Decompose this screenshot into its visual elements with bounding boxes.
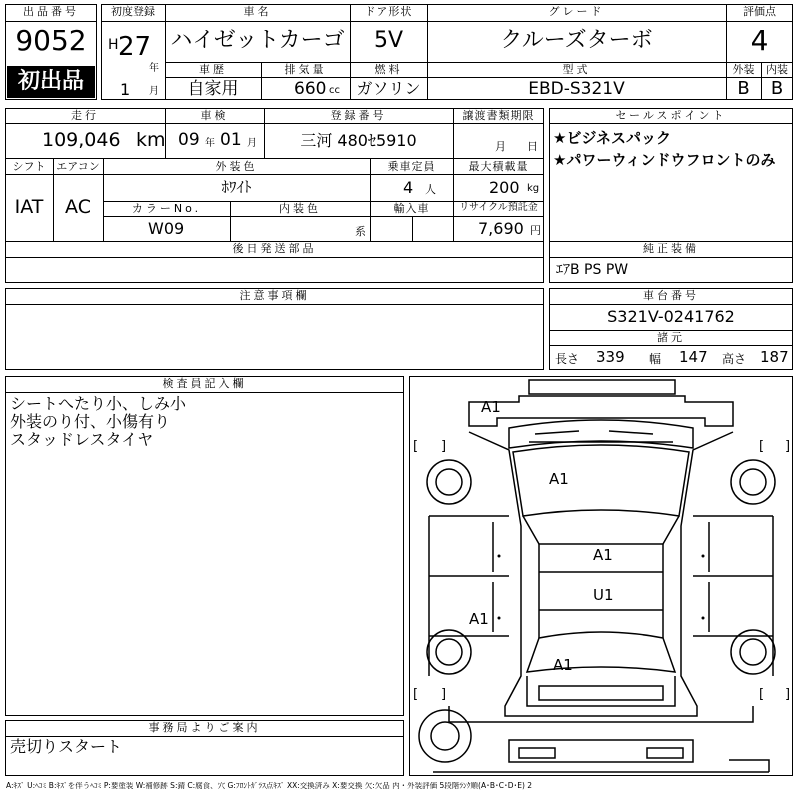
first-reg-year: 27 bbox=[118, 32, 152, 62]
car-name: ハイゼットカーゴ bbox=[170, 28, 345, 53]
dims-label: 諸元 bbox=[657, 331, 685, 344]
recycle-label: リサイクル預託金 bbox=[459, 202, 538, 213]
load-label: 最大積載量 bbox=[468, 160, 529, 173]
insp-month-unit: 月 bbox=[247, 138, 257, 149]
bracket: ] bbox=[785, 687, 791, 702]
color-no-label: カラーNo. bbox=[131, 202, 202, 215]
inspection-year: 09 bbox=[178, 130, 200, 150]
int-label: 内装 bbox=[766, 63, 788, 76]
first-reg-month: 1 bbox=[120, 80, 131, 99]
reg-no-label: 登録番号 bbox=[330, 109, 387, 122]
color-label: 外装色 bbox=[215, 160, 258, 173]
recycle-unit: 円 bbox=[530, 224, 541, 237]
color-number: W09 bbox=[148, 219, 185, 238]
damage-mark: A1 bbox=[549, 470, 569, 488]
lot-no-label: 出品番号 bbox=[23, 5, 79, 18]
transfer-day: 日 bbox=[527, 140, 538, 153]
bracket: [ bbox=[759, 687, 765, 702]
recycle-fee: 7,690 bbox=[478, 219, 524, 238]
model-code: EBD-S321V bbox=[528, 79, 625, 99]
office-label: 事務局よりご案内 bbox=[148, 721, 261, 734]
fuel-label: 燃料 bbox=[374, 63, 403, 76]
inspector-line-3: スタッドレスタイヤ bbox=[10, 430, 154, 449]
bracket: [ bbox=[413, 439, 419, 454]
bracket: ] bbox=[785, 439, 791, 454]
exterior-color: ﾎﾜｲﾄ bbox=[221, 178, 252, 196]
height: 187 bbox=[760, 348, 789, 366]
score-label: 評価点 bbox=[743, 5, 776, 18]
ac-label: エアコン bbox=[56, 160, 100, 173]
width: 147 bbox=[679, 348, 708, 366]
lot-number: 9052 bbox=[15, 24, 87, 57]
inspection-month: 01 bbox=[220, 130, 242, 150]
import-label: 輸入車 bbox=[393, 202, 430, 215]
score: 4 bbox=[750, 24, 769, 57]
damage-mark: A1 bbox=[469, 610, 489, 628]
shift-label: シフト bbox=[12, 160, 46, 173]
office-note: 売切りスタート bbox=[10, 737, 123, 756]
first-listing-badge: 初出品 bbox=[7, 66, 95, 98]
displacement-unit: cc bbox=[329, 85, 340, 96]
inspector-label: 検査員記入欄 bbox=[162, 377, 247, 390]
grade-label: グレード bbox=[548, 5, 605, 18]
parts-label: 後日発送部品 bbox=[232, 242, 317, 255]
chassis-label: 車台番号 bbox=[643, 289, 699, 302]
history-label: 車歴 bbox=[199, 63, 227, 76]
ext-label: 外装 bbox=[732, 63, 755, 76]
bracket: ] bbox=[441, 439, 447, 454]
length: 339 bbox=[596, 348, 625, 366]
insp-year-unit: 年 bbox=[205, 138, 215, 149]
registration-number: 三河 480ｾ5910 bbox=[300, 131, 417, 150]
interior-label: 内装色 bbox=[279, 202, 321, 215]
interior-unit: 系 bbox=[355, 225, 366, 238]
damage-mark: U1 bbox=[593, 586, 614, 604]
displacement-label: 排気量 bbox=[284, 63, 327, 76]
transfer-label: 譲渡書類期限 bbox=[462, 109, 535, 122]
max-load: 200 bbox=[489, 178, 520, 197]
door-type: 5V bbox=[373, 28, 404, 53]
inspection-label: 車検 bbox=[200, 109, 229, 122]
inspector-line-2: 外装のり付、小傷有り bbox=[10, 412, 171, 431]
length-label: 長さ bbox=[555, 352, 580, 366]
car-diagram bbox=[409, 376, 793, 776]
damage-mark: A1 bbox=[593, 546, 613, 564]
notes-label: 注意事項欄 bbox=[239, 289, 310, 302]
year-unit: 年 bbox=[149, 63, 159, 74]
displacement: 660 bbox=[294, 79, 327, 99]
transfer-month: 月 bbox=[495, 140, 506, 153]
legend: A:ｷｽﾞ U:ﾍｺﾐ B:ｷｽﾞを伴うﾍｺﾐ P:要塗装 W:補修跡 S:錆 C:腐食、穴 G:ﾌﾛﾝﾄｶﾞﾗｽ点ｷｽﾞ XX:交換済み X:要交換 欠:欠品 内・外装評価 5段階ﾗﾝｸ順(A･B･C･D･E) 2 bbox=[6, 782, 533, 790]
model-label: 型式 bbox=[562, 63, 591, 76]
shift: IAT bbox=[14, 196, 44, 218]
capacity: 4 bbox=[403, 178, 414, 197]
sales-label: セールスポイント bbox=[615, 109, 727, 122]
int-grade: B bbox=[770, 78, 784, 99]
bracket: ] bbox=[441, 687, 447, 702]
bracket: [ bbox=[759, 439, 765, 454]
capacity-label: 乗車定員 bbox=[387, 160, 436, 173]
inspector-line-1: シートへたり小、しみ小 bbox=[10, 394, 187, 413]
era: H bbox=[108, 37, 119, 53]
bracket: [ bbox=[413, 687, 419, 702]
height-label: 高さ bbox=[722, 352, 747, 366]
ext-grade: B bbox=[737, 78, 750, 99]
first-reg-label: 初度登録 bbox=[111, 5, 155, 18]
ac: AC bbox=[65, 196, 91, 218]
mileage: 109,046 bbox=[42, 129, 121, 151]
sales-point-1: ★ビジネスパック bbox=[553, 129, 671, 147]
chassis-number: S321V-0241762 bbox=[607, 307, 735, 326]
equipment: ｴｱB PS PW bbox=[556, 262, 629, 278]
grade: クルーズターボ bbox=[500, 28, 653, 53]
mileage-label: 走行 bbox=[71, 109, 99, 122]
door-label: ドア形状 bbox=[364, 5, 413, 18]
width-label: 幅 bbox=[649, 352, 662, 366]
month-unit: 月 bbox=[149, 86, 159, 97]
mileage-unit: km bbox=[136, 129, 166, 151]
car-name-label: 車名 bbox=[243, 5, 272, 18]
equip-label: 純正装備 bbox=[643, 242, 699, 255]
history: 自家用 bbox=[187, 79, 239, 99]
load-unit: kg bbox=[527, 183, 540, 194]
sales-point-2: ★パワーウィンドウフロントのみ bbox=[553, 151, 776, 169]
damage-mark: A1 bbox=[481, 398, 501, 416]
damage-mark: A1 bbox=[553, 656, 573, 674]
capacity-unit: 人 bbox=[425, 183, 436, 196]
fuel: ガソリン bbox=[356, 79, 421, 98]
